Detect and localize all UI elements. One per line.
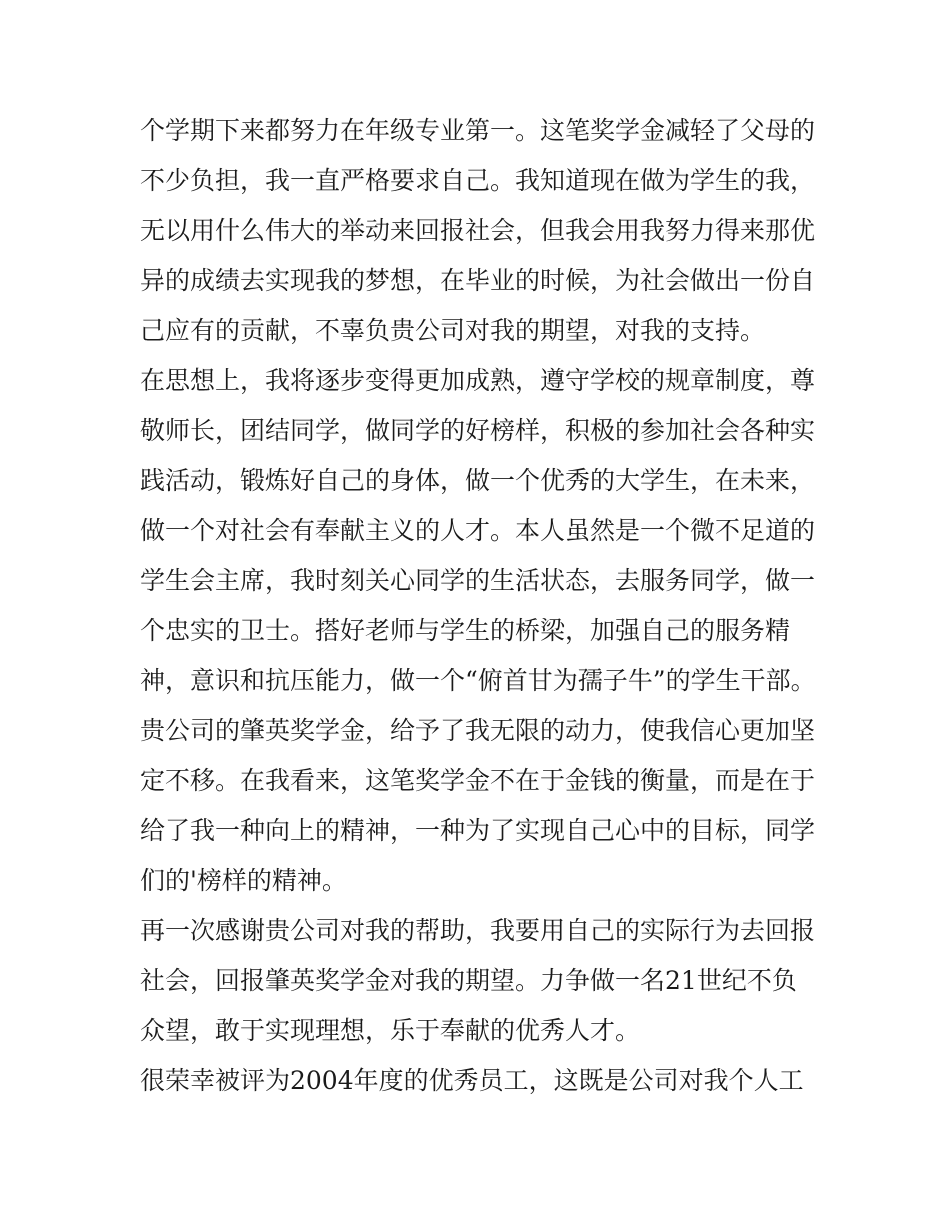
text-line: 贵公司的肇英奖学金，给予了我无限的动力，使我信心更加坚 — [140, 716, 816, 745]
text-line: 众望，敢于实现理想，乐于奉献的优秀人才。 — [140, 1016, 641, 1045]
text-line: 敬师长，团结同学，做同学的好榜样，积极的参加社会各种实 — [140, 416, 816, 445]
text-line: 个忠实的卫士。搭好老师与学生的桥梁，加强自己的服务精 — [140, 616, 791, 645]
text-line: 在思想上，我将逐步变得更加成熟，遵守学校的规章制度，尊 — [140, 366, 816, 395]
text-line: 们的'榜样的精神。 — [140, 866, 347, 895]
text-line: 学生会主席，我时刻关心同学的生活状态，去服务同学，做一 — [140, 566, 816, 595]
text-line: 己应有的贡献，不辜负贵公司对我的期望，对我的支持。 — [140, 316, 766, 345]
text-line: 神，意识和抗压能力，做一个“俯首甘为孺子牛”的学生干部。 — [140, 666, 816, 695]
text-line: 再一次感谢贵公司对我的帮助，我要用自己的实际行为去回报 — [140, 916, 816, 945]
text-line: 无以用什么伟大的举动来回报社会，但我会用我努力得来那优 — [140, 216, 816, 245]
text-line: 个学期下来都努力在年级专业第一。这笔奖学金减轻了父母的 — [140, 116, 816, 145]
text-line: 不少负担，我一直严格要求自己。我知道现在做为学生的我， — [140, 166, 816, 195]
text-line: 践活动，锻炼好自己的身体，做一个优秀的大学生，在未来， — [140, 466, 816, 495]
text-line: 给了我一种向上的精神，一种为了实现自己心中的目标，同学 — [140, 816, 816, 845]
text-line: 定不移。在我看来，这笔奖学金不在于金钱的衡量，而是在于 — [140, 766, 816, 795]
text-line: 很荣幸被评为2004年度的优秀员工，这既是公司对我个人工 — [140, 1066, 804, 1095]
text-line: 社会，回报肇英奖学金对我的期望。力争做一名21世纪不负 — [140, 966, 797, 995]
text-line: 异的成绩去实现我的梦想，在毕业的时候，为社会做出一份自 — [140, 266, 816, 295]
text-line: 做一个对社会有奉献主义的人才。本人虽然是一个微不足道的 — [140, 516, 816, 545]
document-body — [140, 106, 820, 1106]
